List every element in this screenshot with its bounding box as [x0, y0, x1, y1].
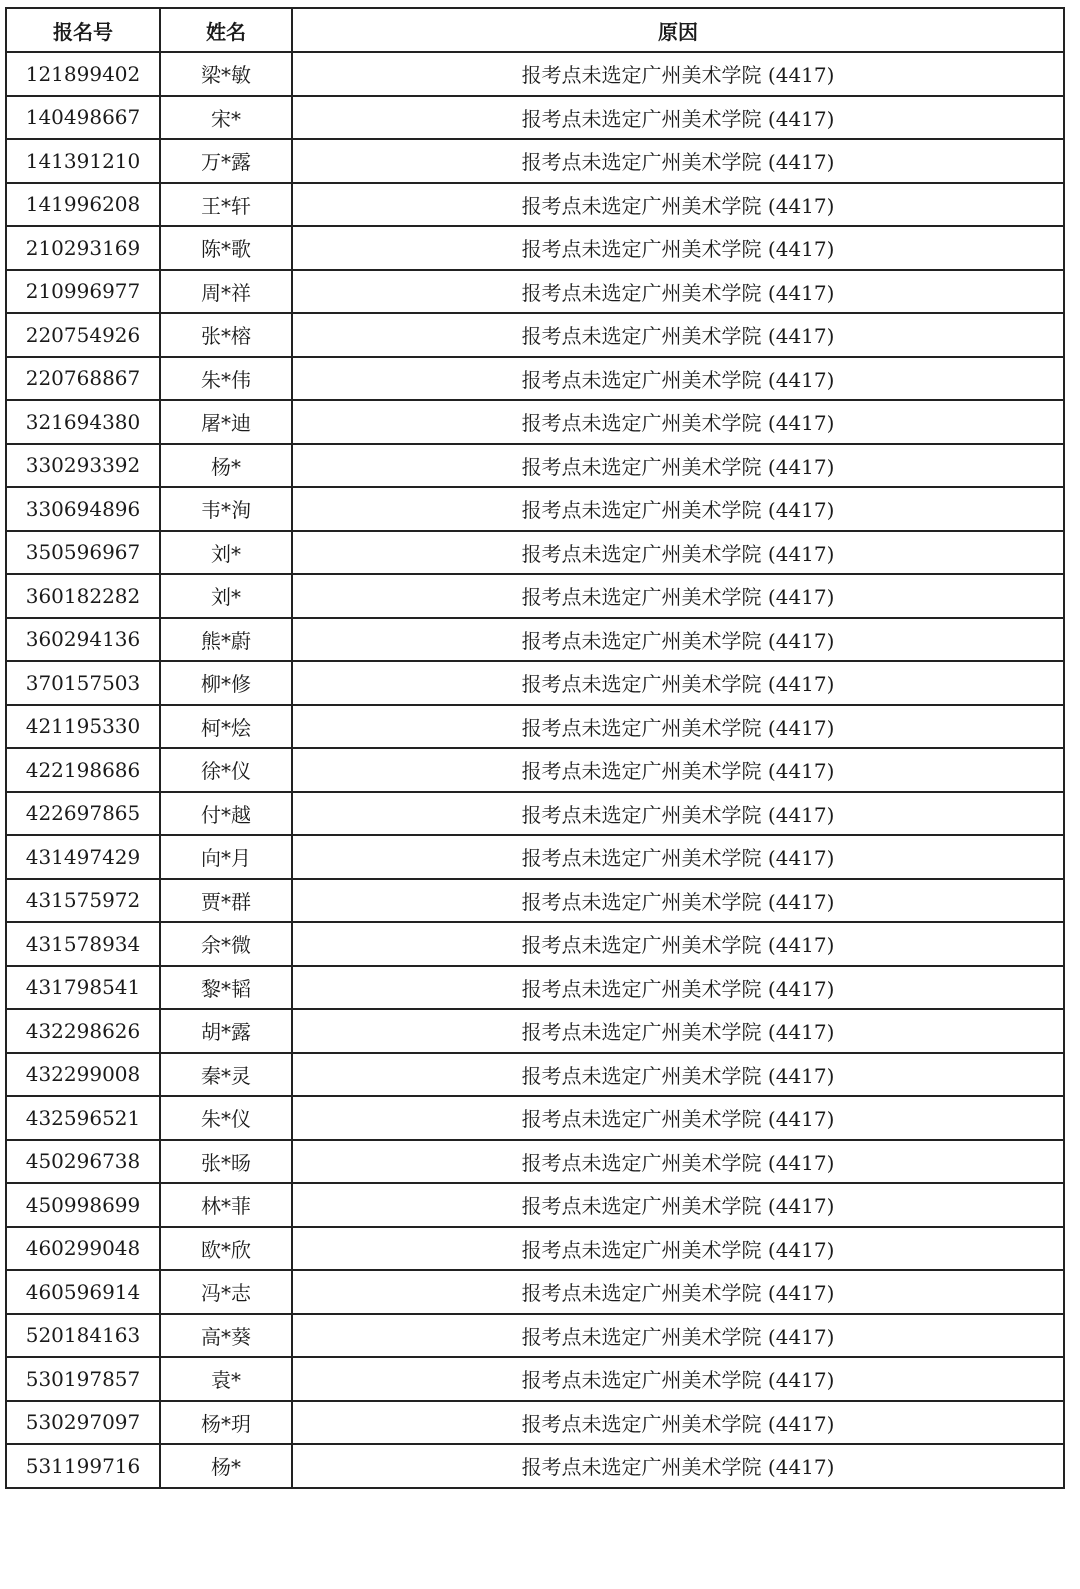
- cell-registration-number: 210996977: [6, 270, 160, 314]
- cell-reason: 报考点未选定广州美术学院 (4417): [292, 487, 1064, 531]
- cell-reason: 报考点未选定广州美术学院 (4417): [292, 313, 1064, 357]
- table-row: [6, 400, 1064, 444]
- cell-registration-number: 422697865: [6, 792, 160, 836]
- cell-name: 贾*群: [160, 879, 292, 923]
- cell-registration-number: 431798541: [6, 966, 160, 1010]
- header-name: 姓名: [160, 8, 292, 52]
- cell-reason: 报考点未选定广州美术学院 (4417): [292, 139, 1064, 183]
- cell-name: 熊*蔚: [160, 618, 292, 662]
- table-row: [6, 574, 1064, 618]
- cell-reason: 报考点未选定广州美术学院 (4417): [292, 400, 1064, 444]
- cell-reason: 报考点未选定广州美术学院 (4417): [292, 183, 1064, 227]
- cell-registration-number: 450998699: [6, 1183, 160, 1227]
- cell-reason: 报考点未选定广州美术学院 (4417): [292, 226, 1064, 270]
- cell-registration-number: 220768867: [6, 357, 160, 401]
- cell-name: 杨*: [160, 1444, 292, 1488]
- cell-reason: 报考点未选定广州美术学院 (4417): [292, 792, 1064, 836]
- cell-name: 宋*: [160, 96, 292, 140]
- table-row: [6, 96, 1064, 140]
- cell-name: 刘*: [160, 574, 292, 618]
- cell-name: 秦*灵: [160, 1053, 292, 1097]
- cell-registration-number: 220754926: [6, 313, 160, 357]
- cell-name: 张*榕: [160, 313, 292, 357]
- table-row: [6, 357, 1064, 401]
- table-row: [6, 183, 1064, 227]
- table-row: [6, 618, 1064, 662]
- cell-registration-number: 460596914: [6, 1270, 160, 1314]
- table-row: [6, 1140, 1064, 1184]
- cell-registration-number: 531199716: [6, 1444, 160, 1488]
- table-row: [6, 1227, 1064, 1271]
- cell-registration-number: 432298626: [6, 1009, 160, 1053]
- table-row: [6, 748, 1064, 792]
- cell-name: 黎*韬: [160, 966, 292, 1010]
- table-row: [6, 444, 1064, 488]
- header-registration-number: 报名号: [6, 8, 160, 52]
- cell-name: 余*微: [160, 922, 292, 966]
- cell-registration-number: 210293169: [6, 226, 160, 270]
- table-header-row: [6, 8, 1064, 52]
- cell-name: 杨*玥: [160, 1401, 292, 1445]
- cell-registration-number: 460299048: [6, 1227, 160, 1271]
- cell-reason: 报考点未选定广州美术学院 (4417): [292, 618, 1064, 662]
- cell-name: 张*旸: [160, 1140, 292, 1184]
- cell-reason: 报考点未选定广州美术学院 (4417): [292, 1053, 1064, 1097]
- cell-reason: 报考点未选定广州美术学院 (4417): [292, 1314, 1064, 1358]
- cell-registration-number: 140498667: [6, 96, 160, 140]
- cell-name: 万*露: [160, 139, 292, 183]
- cell-reason: 报考点未选定广州美术学院 (4417): [292, 1401, 1064, 1445]
- cell-reason: 报考点未选定广州美术学院 (4417): [292, 270, 1064, 314]
- table-row: [6, 1270, 1064, 1314]
- cell-name: 袁*: [160, 1357, 292, 1401]
- cell-registration-number: 421195330: [6, 705, 160, 749]
- cell-registration-number: 350596967: [6, 531, 160, 575]
- table-row: [6, 661, 1064, 705]
- table-row: [6, 922, 1064, 966]
- table-row: [6, 705, 1064, 749]
- results-table: [5, 7, 1065, 1489]
- cell-registration-number: 121899402: [6, 52, 160, 96]
- table-row: [6, 52, 1064, 96]
- results-table-container: [5, 7, 1063, 1489]
- cell-registration-number: 330293392: [6, 444, 160, 488]
- cell-registration-number: 431575972: [6, 879, 160, 923]
- cell-name: 柯*烩: [160, 705, 292, 749]
- cell-reason: 报考点未选定广州美术学院 (4417): [292, 1270, 1064, 1314]
- cell-name: 冯*志: [160, 1270, 292, 1314]
- cell-registration-number: 431578934: [6, 922, 160, 966]
- cell-reason: 报考点未选定广州美术学院 (4417): [292, 1009, 1064, 1053]
- cell-name: 韦*洵: [160, 487, 292, 531]
- cell-reason: 报考点未选定广州美术学院 (4417): [292, 1444, 1064, 1488]
- cell-registration-number: 520184163: [6, 1314, 160, 1358]
- table-row: [6, 1444, 1064, 1488]
- cell-name: 柳*修: [160, 661, 292, 705]
- cell-registration-number: 360294136: [6, 618, 160, 662]
- cell-name: 向*月: [160, 835, 292, 879]
- cell-name: 陈*歌: [160, 226, 292, 270]
- cell-reason: 报考点未选定广州美术学院 (4417): [292, 748, 1064, 792]
- cell-reason: 报考点未选定广州美术学院 (4417): [292, 1357, 1064, 1401]
- cell-name: 屠*迪: [160, 400, 292, 444]
- header-reason: 原因: [292, 8, 1064, 52]
- cell-name: 徐*仪: [160, 748, 292, 792]
- table-row: [6, 792, 1064, 836]
- cell-reason: 报考点未选定广州美术学院 (4417): [292, 444, 1064, 488]
- cell-name: 林*菲: [160, 1183, 292, 1227]
- cell-name: 欧*欣: [160, 1227, 292, 1271]
- cell-registration-number: 530197857: [6, 1357, 160, 1401]
- cell-registration-number: 360182282: [6, 574, 160, 618]
- cell-reason: 报考点未选定广州美术学院 (4417): [292, 661, 1064, 705]
- cell-registration-number: 330694896: [6, 487, 160, 531]
- cell-registration-number: 450296738: [6, 1140, 160, 1184]
- table-row: [6, 1096, 1064, 1140]
- cell-name: 高*葵: [160, 1314, 292, 1358]
- cell-reason: 报考点未选定广州美术学院 (4417): [292, 1227, 1064, 1271]
- cell-name: 朱*伟: [160, 357, 292, 401]
- table-row: [6, 487, 1064, 531]
- cell-registration-number: 422198686: [6, 748, 160, 792]
- cell-name: 杨*: [160, 444, 292, 488]
- table-row: [6, 966, 1064, 1010]
- cell-registration-number: 141996208: [6, 183, 160, 227]
- cell-reason: 报考点未选定广州美术学院 (4417): [292, 835, 1064, 879]
- cell-name: 胡*露: [160, 1009, 292, 1053]
- cell-registration-number: 432596521: [6, 1096, 160, 1140]
- table-row: [6, 835, 1064, 879]
- cell-reason: 报考点未选定广州美术学院 (4417): [292, 922, 1064, 966]
- table-row: [6, 313, 1064, 357]
- cell-reason: 报考点未选定广州美术学院 (4417): [292, 879, 1064, 923]
- cell-registration-number: 321694380: [6, 400, 160, 444]
- cell-name: 付*越: [160, 792, 292, 836]
- table-body: [6, 52, 1064, 1488]
- cell-registration-number: 432299008: [6, 1053, 160, 1097]
- table-row: [6, 531, 1064, 575]
- table-row: [6, 139, 1064, 183]
- cell-reason: 报考点未选定广州美术学院 (4417): [292, 1096, 1064, 1140]
- cell-reason: 报考点未选定广州美术学院 (4417): [292, 96, 1064, 140]
- cell-reason: 报考点未选定广州美术学院 (4417): [292, 574, 1064, 618]
- table-row: [6, 226, 1064, 270]
- table-row: [6, 1401, 1064, 1445]
- cell-name: 刘*: [160, 531, 292, 575]
- cell-name: 梁*敏: [160, 52, 292, 96]
- cell-registration-number: 141391210: [6, 139, 160, 183]
- cell-reason: 报考点未选定广州美术学院 (4417): [292, 705, 1064, 749]
- table-row: [6, 1183, 1064, 1227]
- cell-reason: 报考点未选定广州美术学院 (4417): [292, 966, 1064, 1010]
- table-row: [6, 879, 1064, 923]
- table-row: [6, 270, 1064, 314]
- cell-name: 朱*仪: [160, 1096, 292, 1140]
- table-row: [6, 1357, 1064, 1401]
- cell-registration-number: 431497429: [6, 835, 160, 879]
- cell-reason: 报考点未选定广州美术学院 (4417): [292, 1183, 1064, 1227]
- cell-registration-number: 370157503: [6, 661, 160, 705]
- cell-name: 周*祥: [160, 270, 292, 314]
- table-row: [6, 1053, 1064, 1097]
- cell-reason: 报考点未选定广州美术学院 (4417): [292, 52, 1064, 96]
- table-row: [6, 1009, 1064, 1053]
- cell-registration-number: 530297097: [6, 1401, 160, 1445]
- cell-reason: 报考点未选定广州美术学院 (4417): [292, 531, 1064, 575]
- cell-reason: 报考点未选定广州美术学院 (4417): [292, 357, 1064, 401]
- table-row: [6, 1314, 1064, 1358]
- cell-reason: 报考点未选定广州美术学院 (4417): [292, 1140, 1064, 1184]
- cell-name: 王*轩: [160, 183, 292, 227]
